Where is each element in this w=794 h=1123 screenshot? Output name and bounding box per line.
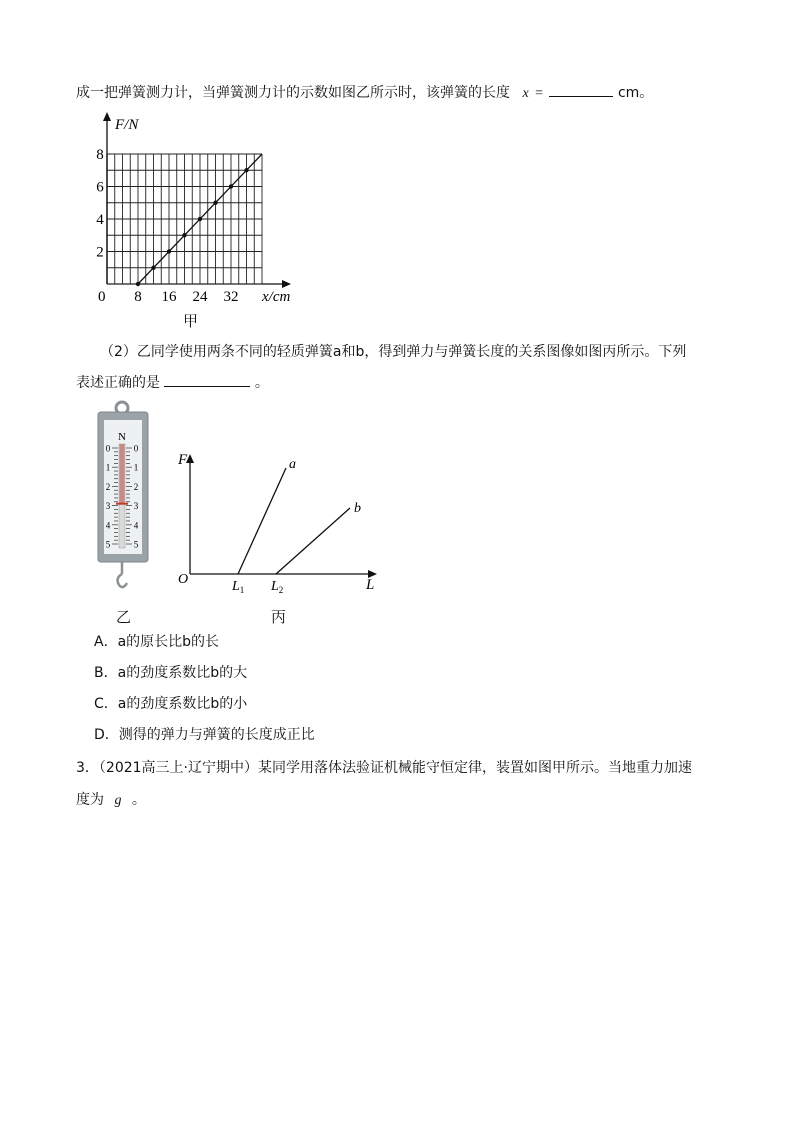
- q2-line-2: [76, 372, 269, 393]
- option-c[interactable]: [94, 694, 247, 714]
- scale-spring-fill: [120, 444, 125, 504]
- x-tick-label: 24: [192, 289, 208, 305]
- x-tick-label: 8: [134, 289, 142, 305]
- scale-number-right: 0: [133, 443, 139, 454]
- data-point: [167, 249, 171, 253]
- q3-line-1: 3．（2021高三上·辽宁期中）某同学用落体法验证机械能守恒定律，装置如图甲所示。当地重力加速: [76, 760, 692, 776]
- x-tick-label: 32: [223, 289, 239, 305]
- y-axis-label: F: [178, 452, 188, 468]
- q3-suffix: 。: [131, 792, 146, 808]
- data-point: [198, 217, 202, 221]
- option-letter: B．: [94, 665, 118, 681]
- y-axis-arrow: [186, 454, 194, 463]
- y-tick-label: 2: [96, 244, 104, 261]
- option-letter: D．: [94, 727, 119, 743]
- x-tick-label: 16: [161, 289, 177, 305]
- y-tick-label: 8: [96, 147, 104, 163]
- q2-line-1: （2）乙同学使用两条不同的轻质弹簧a和b，得到弹力与弹簧长度的关系图像如图丙所示。下列: [100, 344, 687, 360]
- caption-yi: 乙: [116, 610, 132, 626]
- question-text: 成一把弹簧测力计，当弹簧测力计的示数如图乙所示时，该弹簧的长度: [76, 85, 510, 101]
- line-a: [238, 468, 286, 574]
- scale-number-left: 2: [105, 481, 111, 492]
- scale-number-left: 5: [105, 539, 111, 550]
- scale-number-left: 1: [105, 462, 111, 473]
- q2-suffix: 。: [254, 375, 269, 391]
- line-b-label: b: [354, 501, 361, 516]
- y-tick-label: 4: [96, 212, 104, 228]
- option-b[interactable]: [94, 663, 247, 683]
- scale-number-right: 3: [133, 501, 139, 512]
- scale-hook: [118, 562, 127, 587]
- scale-number-right: 2: [133, 481, 139, 492]
- y-tick-label: 6: [96, 179, 104, 196]
- chart-grid: [107, 154, 262, 284]
- scale-number-right: 4: [133, 520, 139, 531]
- scale-number-right: 5: [133, 539, 139, 550]
- origin-label: O: [178, 572, 189, 587]
- answer-blank-1[interactable]: [549, 82, 613, 97]
- origin-label: 0: [98, 289, 106, 305]
- question-line-1: [76, 82, 653, 104]
- data-point: [136, 282, 140, 286]
- option-text: a的原长比b的长: [117, 634, 220, 650]
- L1-label: $L_1$: [232, 579, 245, 595]
- option-letter: A．: [94, 634, 118, 650]
- line-a-label: a: [289, 457, 296, 472]
- caption-bing: 丙: [271, 610, 287, 626]
- graph-bing: [172, 448, 387, 598]
- data-point: [244, 168, 248, 172]
- data-point: [229, 184, 233, 188]
- x-axis-label: x/cm: [262, 289, 291, 305]
- data-point: [213, 201, 217, 205]
- option-d[interactable]: [94, 725, 315, 745]
- option-a[interactable]: [94, 632, 219, 652]
- data-point: [151, 266, 155, 270]
- data-point: [182, 233, 186, 237]
- scale-number-left: 4: [105, 520, 111, 531]
- option-text: 测得的弹力与弹簧的长度成正比: [118, 727, 315, 743]
- scale-number-left: 0: [105, 443, 111, 454]
- chart-jia: [90, 112, 310, 312]
- option-text: a的劲度系数比b的大: [117, 665, 248, 681]
- y-axis-label: F/N: [115, 117, 139, 133]
- line-b: [276, 508, 350, 574]
- spring-scale-image: [94, 398, 154, 598]
- x-axis-label: L: [366, 577, 375, 593]
- equals-sign: =: [535, 86, 544, 101]
- option-text: a的劲度系数比b的小: [117, 696, 248, 712]
- x-axis-arrow: [282, 280, 291, 288]
- q2-prefix: 表述正确的是: [76, 375, 160, 391]
- scale-unit: N: [118, 431, 126, 443]
- option-letter: C．: [94, 696, 118, 712]
- unit-cm: cm。: [617, 85, 654, 101]
- q3-prefix: 度为: [76, 792, 104, 808]
- variable-g: g: [114, 793, 122, 808]
- q3-line-2: [76, 790, 146, 811]
- caption-jia: 甲: [183, 314, 199, 330]
- scale-number-right: 1: [133, 462, 139, 473]
- scale-number-left: 3: [105, 501, 111, 512]
- variable-x: x: [522, 86, 529, 101]
- answer-blank-2[interactable]: [164, 372, 250, 387]
- chart-marks: [136, 154, 262, 286]
- y-axis-arrow: [103, 112, 111, 121]
- L2-label: $L_2$: [271, 579, 284, 595]
